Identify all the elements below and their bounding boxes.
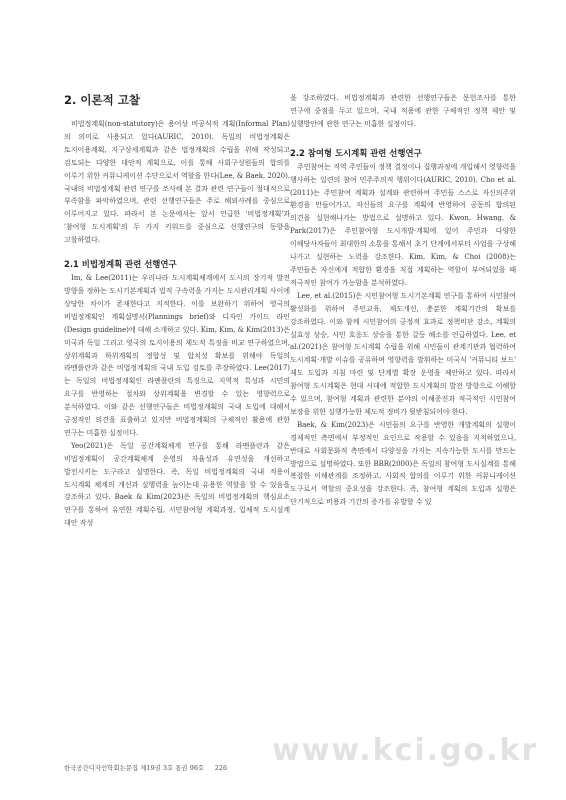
continued-paragraph: 을 강조하였다. 비법정계획과 관련한 선행연구들은 문헌조사를 통한 연구에 중점을 두고 있으며, 국내 적용에 관한 구체적인 정책 제안 및 실행방안에 관한 연구는 미흡한 실정이다. [290, 93, 516, 128]
page-footer [64, 763, 227, 772]
section-title: 2. 이론적 고찰 [64, 93, 140, 107]
journal-name: 한국공간디자인학회논문집 제19권 3호 통권 96호 [64, 765, 205, 772]
left-column [64, 92, 290, 530]
right-column [290, 92, 516, 509]
subsection-title-2-2: 2.2 참여형 도시계획 관련 선행연구 [290, 147, 422, 158]
paragraph-2-2-b: Lee, et al.(2015)은 시민참여형 도시기본계획 연구를 통하여 시민참여 활성화를 위하여 주민교육, 제도개선, 충분한 계획기간의 확보를 강조하였다. 이와 함께 시민참여의 긍정적 효과로 정책비판 감소, 계획의 실효성 상승, 시민 호응도 상승을 통한 갈등 해소를 언급하였다. Lee, et al.(2021)은 참여형 도시계획 수립을 위해 시민들이 관계기관과 협력하여 도시계획·개발 이슈를 공유하며 영향력을 발휘하는 미국식 '커뮤니티 보드' 제도 도입과 지침 마련 및 단계별 확장 운영을 제안하고 있다. 따라서 참여형 도시계획은 현대 시대에 적합한 도시계획의 발전 방향으로 이해할 수 있으며, 참여형 계획과 관련한 분야의 이해증진과 적극적인 시민참여 보장을 위한 실행가능한 제도적 정비가 뒷받침되어야 한다. [290, 290, 516, 416]
subsection-title-2-1: 2.1 비법정계획 관련 선행연구 [64, 259, 177, 270]
paragraph-2-1-b: Yeo(2021)은 독일 공간계획체계 연구를 통해 라멘플란과 같은 비법정계획이 공간계획체계 운영의 자율성과 유연성을 개선하고 발전시키는 도구라고 설명한다. 즉, 독일 비법정계획의 국내 적용이 도시계획 체계의 개선과 실행력을 높이는데 유용한 역할을 할 수 있음을 강조하고 있다. Baek & Kim(2023)은 독일의 비법정계획의 핵심요소 연구를 통하여 유연한 계획수립, 시민참여형 계획과정, 입체적 도시설계 대안 작성 [64, 440, 290, 528]
paragraph-2-2-a: 주민참여는 지역 주민들이 정책 결정이나 집행과정에 개입해서 영향력을 행사하는 일련의 참여 민주주의적 행위이다(AURIC, 2010). Cho et al.(2011)는 주민참여 계획과 설계와 관련하여 주민들 스스로 자신의주위 환경을 만들어가고, 자신들의 요구를 계획에 반영하여 공동의 합의된 의견을 실현해나가는 방법으로 설명하고 있다. Kwon, Hwang, & Park(2017)은 주민참여형 도시개발·계획에 있어 주민과 다양한 이해당사자들이 최대한의 소통을 통해서 초기 단계에서부터 사업을 구상해 나가고 실현하는 노력을 강조한다. Kim, Kim, & Choi (2008)는 주민들은 자신에게 적합한 환경을 직접 계획하는 역할이 부여되었을 때 적극적인 참여가 가능함을 분석하였다. [290, 161, 516, 287]
intro-paragraph: 비법정계획(non-statutory)은 용어상 비공식적 계획(Informal Plan)의 의미로 사용되고 있다(AURIC, 2010). 독일의 비법정계획은 토지이용계획, 지구상세계획과 같은 법정계획의 수립을 위해 작성되고 검토되는 다양한 대안적 계획으로, 이를 통해 사회구성원들의 합의를 이루기 위한 커뮤니케이션 수단으로서 역할을 한다(Lee, & Baek, 2020). 국내의 비법정계획 관련 연구를 조사해 본 결과 관련 연구들이 절대적으로 부족함을 파악하였으며, 관련 선행연구들은 주로 해외사례를 중심으로 이루어지고 있다. 따라서 본 논문에서는 앞서 언급한 '비법정계획'과 '참여형 도시계획'의 두 가지 키워드를 중심으로 선행연구의 동향을 고찰하였다. [64, 119, 290, 245]
paragraph-2-1-a: Im, & Lee(2011)는 우리나라 도시계획체계에서 도시의 장기적 발전 방향을 정하는 도시기본계획과 법적 구속력을 가지는 도시관리계획 사이에 상당한 차이가 존재한다고 지적한다. 이를 보완하기 위하여 영국의 비법정계획인 계획설명서(Plannings brief)와 디자인 가이드 라인(Design guideline)에 대해 소개하고 있다. Kim, Kim, & Kim(2013)은 미국과 독일 그리고 영국의 토지이용의 제도적 특징을 비교 연구하였으며, 상위계획과 하위계획의 정합성 및 합치성 확보를 위해야 독일의 라멘플란과 같은 비법정계획의 국내 도입 검토를 주장하였다. Lee(2017)는 독일의 비법정계획인 라멘플란의 특징으로 지역적 특성과 시민의 요구를 반영하는 절차와 상위계획을 변경할 수 있는 영향력으로 분석하였다. 이와 같은 선행연구들은 비법정계획의 국내 도입에 대해서 긍정적인 의견을 표출하고 있지만 비법정계획의 구체적인 활용에 관한 연구는 미흡한 실정이다. [64, 273, 290, 437]
page-number: 226 [214, 765, 228, 772]
watermark: www.kci.go.kr [272, 733, 539, 768]
paragraph-2-2-c: Baek, & Kim(2023)은 시민들의 요구를 반영한 개발계획의 실행이 경제적인 측면에서 부정적인 요인으로 작용할 수 있음을 지적하였으나, 반대로 사회문화적 측면에서 다양성을 가지는 지속가능한 도시를 만드는 방법으로 설명하였다. 또한 BBR(2000)은 독일의 참여형 도시설계를 통해 복잡한 이해관계를 조정하고, 사회적 합의를 이루기 위한 커뮤니케이션 도구로서 역할의 중요성을 강조한다. 즉, 참여형 계획의 도입과 실행은 단기적으로 비용과 기간의 증가를 유발할 수 있 [290, 419, 516, 507]
